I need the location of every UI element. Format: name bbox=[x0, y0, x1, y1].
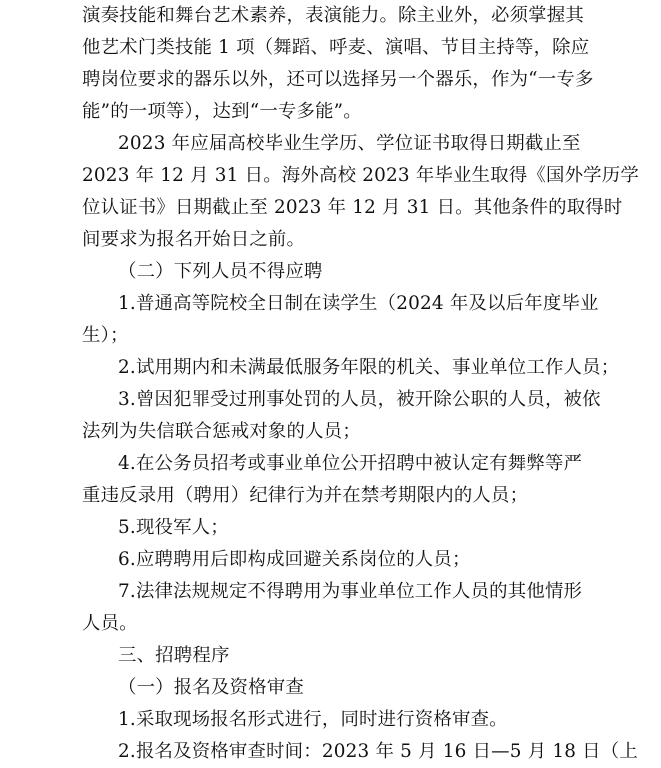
text-line: 演奏技能和舞台艺术素养，表演能力。除主业外，必须掌握其 bbox=[82, 5, 584, 26]
list-item: 7.法律法规规定不得聘用为事业单位工作人员的其他情形 bbox=[118, 581, 583, 602]
text-line: 位认证书》日期截止至 2023 年 12 月 31 日。其他条件的取得时 bbox=[82, 197, 623, 218]
list-item: 1.采取现场报名形式进行，同时进行资格审查。 bbox=[118, 709, 508, 730]
text-line: 能”的一项等），达到“一专多能”。 bbox=[82, 101, 362, 122]
text-line: 生）； bbox=[82, 325, 129, 346]
text-line: 2023 年应届高校毕业生学历、学位证书取得日期截止至 bbox=[118, 133, 581, 154]
text-line: 2023 年 12 月 31 日。海外高校 2023 年毕业生取得《国外学历学 bbox=[82, 165, 639, 186]
list-item: 2.试用期内和未满最低服务年限的机关、事业单位工作人员； bbox=[118, 357, 620, 378]
list-item: 5.现役军人； bbox=[118, 517, 229, 538]
list-item: 2.报名及资格审查时间：2023 年 5 月 16 日—5 月 18 日（上 bbox=[118, 741, 638, 762]
text-line: 聘岗位要求的器乐以外，还可以选择另一个器乐，作为“一专多 bbox=[82, 69, 594, 90]
section-subheading: （二）下列人员不得应聘 bbox=[118, 261, 323, 282]
list-item: 6.应聘聘用后即构成回避关系岗位的人员； bbox=[118, 549, 471, 570]
text-line: 法列为失信联合惩戒对象的人员； bbox=[82, 421, 361, 442]
text-line: 人员。 bbox=[82, 613, 138, 634]
section-heading: 三、招聘程序 bbox=[118, 645, 230, 666]
text-line: 重违反录用（聘用）纪律行为并在禁考期限内的人员； bbox=[82, 485, 529, 506]
section-subheading: （一）报名及资格审查 bbox=[118, 677, 304, 698]
list-item: 1.普通高等院校全日制在读学生（2024 年及以后年度毕业 bbox=[118, 293, 599, 314]
list-item: 3.曾因犯罪受过刑事处罚的人员，被开除公职的人员，被依 bbox=[118, 389, 601, 410]
list-item: 4.在公务员招考或事业单位公开招聘中被认定有舞弊等严 bbox=[118, 453, 583, 474]
text-line: 间要求为报名开始日之前。 bbox=[82, 229, 306, 250]
text-line: 他艺术门类技能 1 项（舞蹈、呼麦、演唱、节目主持等，除应 bbox=[82, 37, 590, 58]
